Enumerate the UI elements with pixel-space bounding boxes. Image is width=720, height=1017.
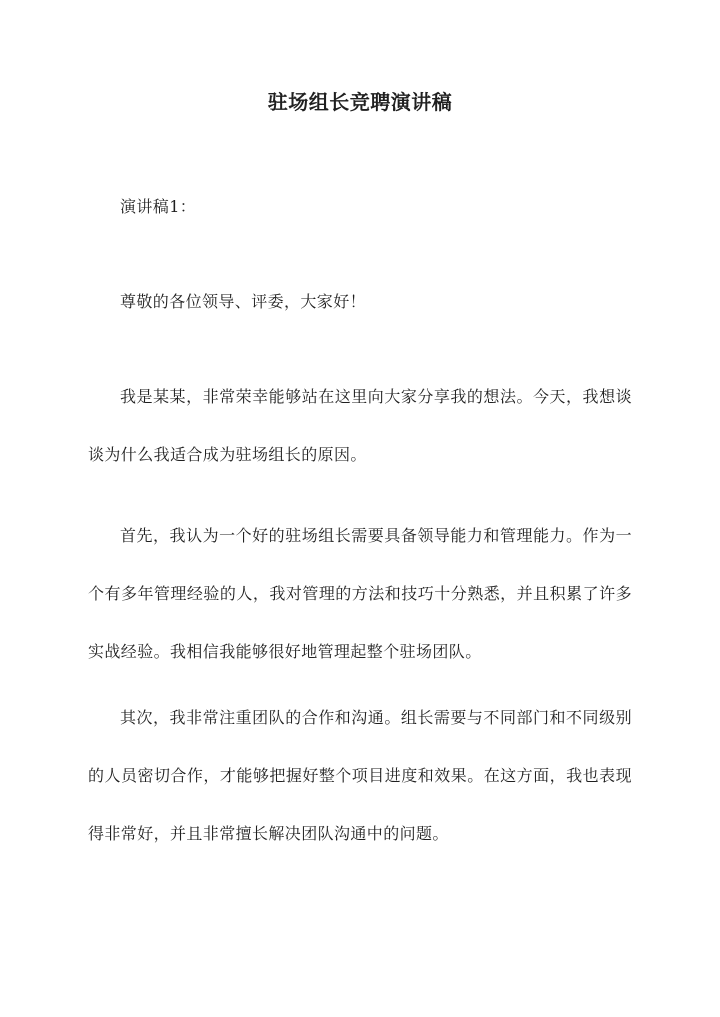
page-title: 驻场组长竞聘演讲稿 <box>267 90 453 114</box>
second-point-paragraph: 其次，我非常注重团队的合作和沟通。组长需要与不同部门和不同级别的人员密切合作，才能够把握好整个项目进度和效果。在这方面，我也表现得非常好，并且非常擅长解决团队沟通中的问题。 <box>88 708 632 843</box>
first-point-paragraph: 首先，我认为一个好的驻场组长需要具备领导能力和管理能力。作为一个有多年管理经验的人，我对管理的方法和技巧十分熟悉，并且积累了许多实战经验。我相信我能够很好地管理起整个驻场团队。 <box>88 526 632 661</box>
greeting-paragraph: 尊敬的各位领导、评委，大家好！ <box>120 292 367 311</box>
speech-label: 演讲稿1： <box>120 197 197 216</box>
intro-paragraph: 我是某某，非常荣幸能够站在这里向大家分享我的想法。今天，我想谈谈为什么我适合成为驻场组长的原因。 <box>88 387 632 464</box>
